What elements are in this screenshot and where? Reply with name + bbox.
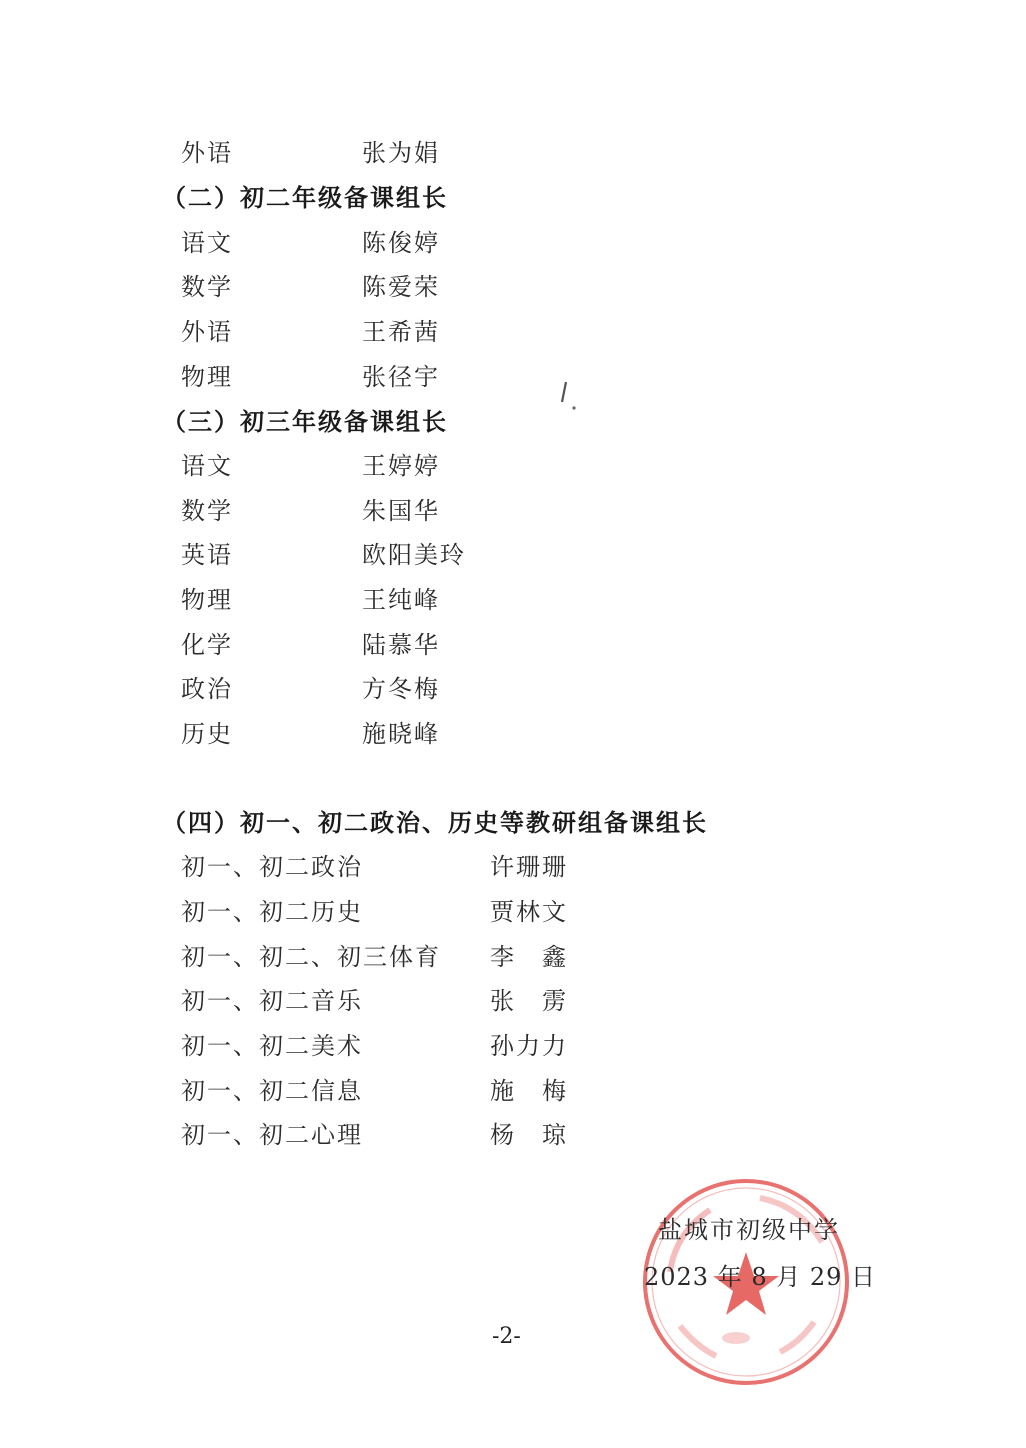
subject-label: 外语 bbox=[181, 318, 233, 346]
scan-speck-icon bbox=[560, 380, 584, 414]
issuing-organization: 盐城市初级中学 bbox=[658, 1216, 840, 1244]
teacher-name: 欧阳美玲 bbox=[362, 541, 466, 569]
subject-label: 初一、初二心理 bbox=[181, 1121, 363, 1149]
teacher-name: 李 鑫 bbox=[490, 943, 568, 971]
subject-label: 数学 bbox=[181, 497, 233, 525]
subject-label: 语文 bbox=[181, 229, 233, 257]
section-heading: （三）初三年级备课组长 bbox=[162, 407, 448, 436]
page-number: -2- bbox=[492, 1324, 521, 1349]
subject-label: 初一、初二历史 bbox=[181, 898, 363, 926]
section-heading: （二）初二年级备课组长 bbox=[162, 183, 448, 212]
teacher-name: 陈俊婷 bbox=[362, 229, 440, 257]
subject-label: 物理 bbox=[181, 363, 233, 391]
section-heading: （四）初一、初二政治、历史等教研组备课组长 bbox=[162, 808, 708, 837]
subject-label: 化学 bbox=[181, 631, 233, 659]
teacher-name: 施 梅 bbox=[490, 1077, 568, 1105]
subject-label: 语文 bbox=[181, 452, 233, 480]
teacher-name: 方冬梅 bbox=[362, 675, 440, 703]
teacher-name: 张为娟 bbox=[362, 139, 440, 167]
teacher-name: 陈爱荣 bbox=[362, 273, 440, 301]
subject-label: 初一、初二信息 bbox=[181, 1077, 363, 1105]
subject-label: 初一、初二音乐 bbox=[181, 987, 363, 1015]
teacher-name: 张 雳 bbox=[490, 987, 568, 1015]
subject-label: 英语 bbox=[181, 541, 233, 569]
subject-label: 政治 bbox=[181, 675, 233, 703]
subject-label: 物理 bbox=[181, 586, 233, 614]
teacher-name: 孙力力 bbox=[490, 1032, 568, 1060]
teacher-name: 王希茜 bbox=[362, 318, 440, 346]
teacher-name: 王纯峰 bbox=[362, 586, 440, 614]
teacher-name: 贾林文 bbox=[490, 898, 568, 926]
teacher-name: 陆慕华 bbox=[362, 631, 440, 659]
issue-date: 2023 年 8 月 29 日 bbox=[644, 1263, 877, 1291]
teacher-name: 施晓峰 bbox=[362, 720, 440, 748]
subject-label: 数学 bbox=[181, 273, 233, 301]
teacher-name: 朱国华 bbox=[362, 497, 440, 525]
teacher-name: 杨 琼 bbox=[490, 1121, 568, 1149]
subject-label: 外语 bbox=[181, 139, 233, 167]
teacher-name: 王婷婷 bbox=[362, 452, 440, 480]
teacher-name: 张径宇 bbox=[362, 363, 440, 391]
subject-label: 初一、初二美术 bbox=[181, 1032, 363, 1060]
subject-label: 历史 bbox=[181, 720, 233, 748]
teacher-name: 许珊珊 bbox=[490, 853, 568, 881]
subject-label: 初一、初二政治 bbox=[181, 853, 363, 881]
subject-label: 初一、初二、初三体育 bbox=[181, 943, 441, 971]
